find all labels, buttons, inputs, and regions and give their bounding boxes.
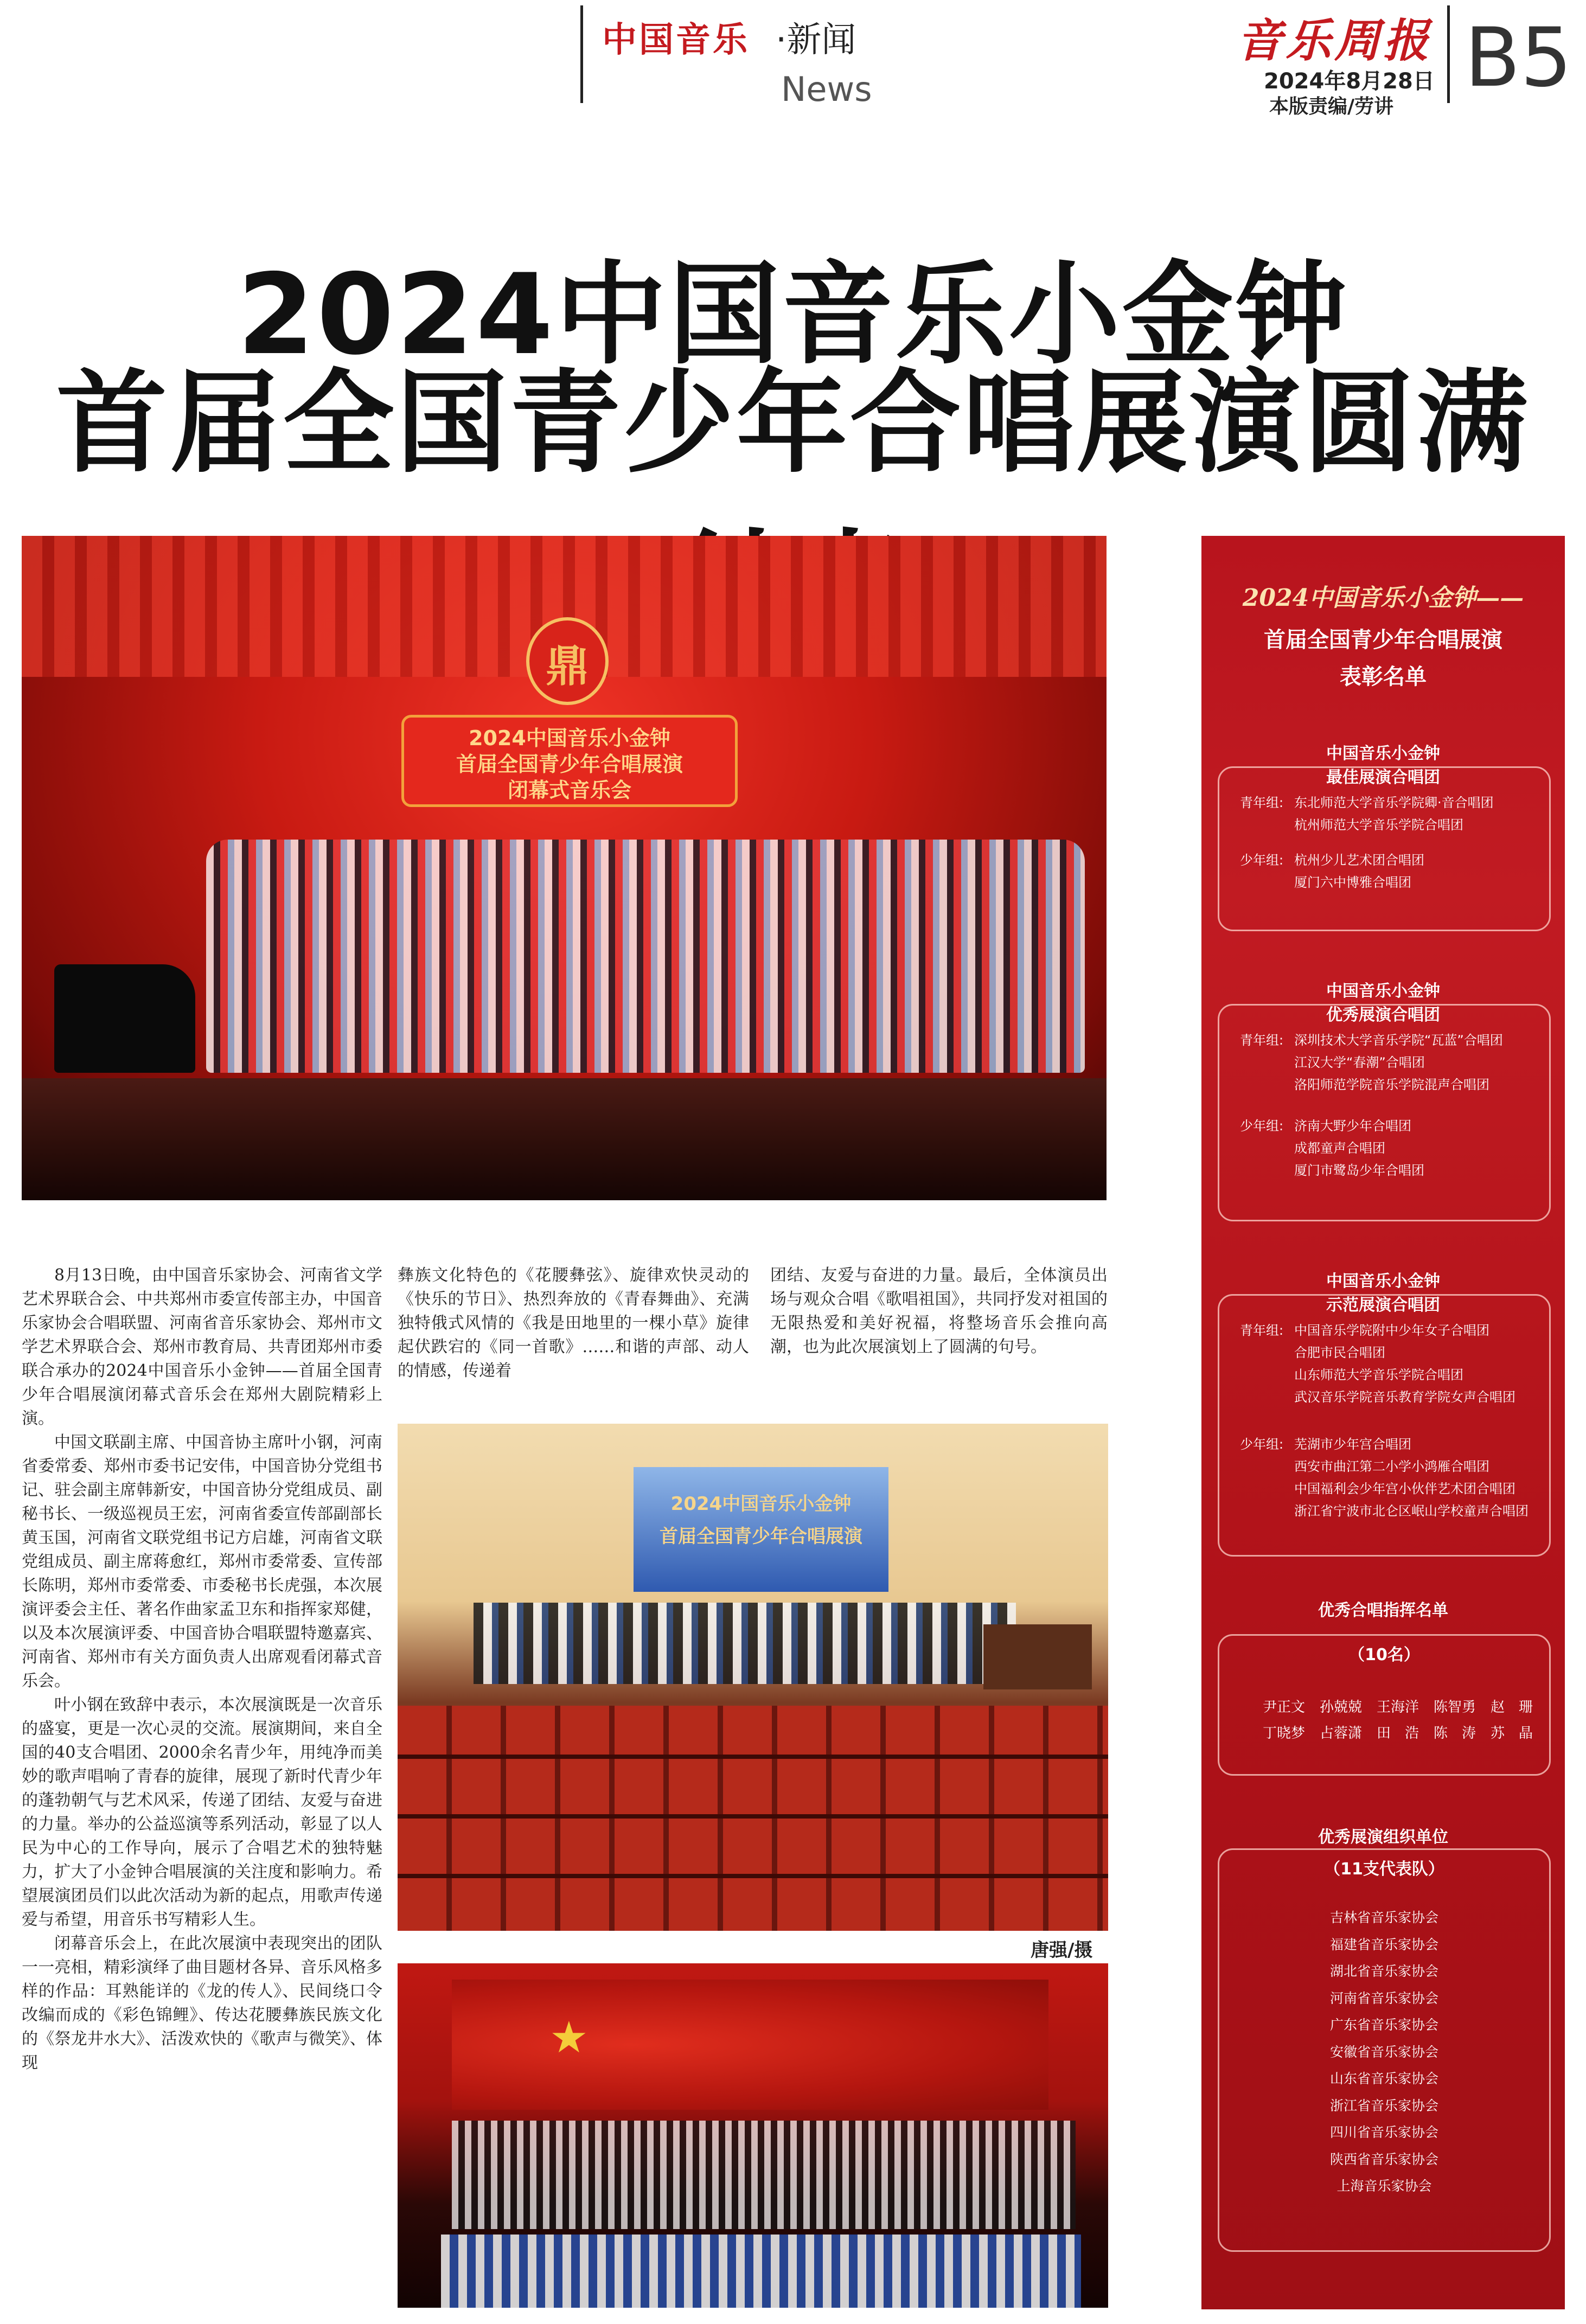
excellent-choirs-box <box>1218 1004 1551 1221</box>
masthead-divider <box>580 5 583 103</box>
article-column-3 <box>770 1264 1108 1359</box>
organizer-item: 福建省音乐家协会 <box>1329 1936 1438 1952</box>
model-choirs-box <box>1218 1294 1551 1557</box>
grand-piano <box>54 964 195 1073</box>
conductors-count: （10名） <box>1348 1646 1420 1664</box>
organizer-item: 上海音乐家协会 <box>1336 2178 1432 2194</box>
organizer-item: 吉林省音乐家协会 <box>1329 1910 1438 1925</box>
stage-banner <box>401 715 738 807</box>
stage-floor <box>22 1078 1107 1200</box>
honor-list-panel <box>1201 536 1565 2309</box>
best-section-title: 中国音乐小金钟 最佳展演合唱团 <box>1326 744 1440 787</box>
best-choirs-box <box>1218 766 1551 931</box>
article-column-1 <box>22 1264 382 2310</box>
best-youth-group: 青年组: 东北师范大学音乐学院卿·音合唱团 杭州师范大学音乐学院合唱团 <box>1240 795 1494 833</box>
projection-screen <box>634 1467 888 1592</box>
headline-line-2: 首届全国青少年合唱展演圆满 <box>56 359 1530 488</box>
organizers-count: （11支代表队） <box>1324 1860 1444 1879</box>
conductors-box <box>1218 1634 1551 1776</box>
article-paragraph: 中国文联副主席、中国音协主席叶小钢，河南省委常委、郑州市委书记安伟，中国音协分党组书记、驻会副主席韩新安，中国音协分党组成员、副秘书长、一级巡视员王宏，河南省委宣传部副部长黄玉国，河南省文联党组书记方启雄，河南省文联党组成员、副主席蒋愈红，郑州市委常委、宣传部长陈明，郑州市委常委、市委秘书长虎强，本次展演评委会主任、著名作曲家孟卫东和指挥家郑健，以及本次展演评委、中国音协合唱联盟特邀嘉宾、河南省、郑州市有关方面负责人出席观看闭幕式音乐会。 <box>22 1433 382 1691</box>
choir-group <box>206 840 1085 1073</box>
organizers-list <box>1219 1904 1549 2200</box>
audience-seats <box>398 1706 1108 1931</box>
article-paragraph: 闭幕音乐会上，在此次展演中表现突出的团队一一亮相，精彩演绎了曲目题材各异、音乐风格多样的作品：耳熟能详的《龙的传人》、民间绕口令改编而成的《彩色锦鲤》、传达花腰彝族民族文化的《祭龙井水大》、活泼欢快的《歌声与微笑》、体现 <box>22 1934 382 2072</box>
orchestra-and-choir <box>452 2121 1076 2229</box>
banner-line-2: 首届全国青少年合唱展演 <box>456 752 683 776</box>
organizer-item: 安徽省音乐家协会 <box>1329 2044 1438 2060</box>
masthead-paper-logo: 音乐周报 <box>1237 14 1432 67</box>
organizer-item: 山东省音乐家协会 <box>1329 2071 1438 2086</box>
star-icon: ★ <box>549 2012 589 2063</box>
conductors-section-title: 优秀合唱指挥名单 <box>1318 1601 1448 1620</box>
masthead-section: ·新闻 <box>776 20 856 60</box>
conductor-names-row-1: 尹正文 孙兢兢 王海洋 陈智勇 赵 珊 <box>1263 1699 1533 1715</box>
page-number: B5 <box>1465 11 1572 105</box>
page-number-divider <box>1447 5 1450 103</box>
organizer-item: 四川省音乐家协会 <box>1329 2124 1438 2140</box>
article-paragraph: 8月13日晚，由中国音乐家协会、河南省文学艺术界联合会、中共郑州市委宣传部主办，中国音乐家协会合唱联盟、河南省音乐家协会、郑州市文学艺术界联合会、郑州市教育局、共青团郑州市委联合承办的2024中国音乐小金钟——首届全国青少年合唱展演闭幕式音乐会在郑州大剧院精彩上演。 <box>22 1266 382 1428</box>
organizer-item: 河南省音乐家协会 <box>1329 1990 1438 2006</box>
masthead-brand-logo: 中国音乐 <box>602 20 750 60</box>
emblem-glyph: 鼎 <box>546 641 589 692</box>
screen-line-2: 首届全国青少年合唱展演 <box>660 1526 862 1547</box>
honor-title-3: 表彰名单 <box>1340 664 1427 689</box>
excellent-junior-group: 少年组: 济南大野少年合唱团 成都童声合唱团 厦门市鹭岛少年合唱团 <box>1240 1118 1424 1178</box>
article-paragraph: 团结、友爱与奋进的力量。最后，全体演员出场与观众合唱《歌唱祖国》，共同抒发对祖国的无限热爱和美好祝福，将整场音乐会推向高潮，也为此次展演划上了圆满的句号。 <box>770 1266 1108 1356</box>
rehearsal-hall-photo <box>398 1424 1108 1931</box>
article-column-2 <box>398 1264 749 1383</box>
masthead-date: 2024年8月28日 <box>1264 69 1435 94</box>
masthead-editor: 本版责编/劳讲 <box>1269 95 1394 118</box>
model-junior-group: 少年组: 芜湖市少年宫合唱团 西安市曲江第二小学小鸿雁合唱团 中国福利会少年宫小伙伴艺术团合唱团 浙江省宁波市北仑区岷山学校童声合唱团 <box>1240 1437 1529 1519</box>
best-junior-group: 少年组: 杭州少儿艺术团合唱团 厦门六中博雅合唱团 <box>1240 853 1424 890</box>
banner-line-1: 2024中国音乐小金钟 <box>469 726 670 750</box>
choir-singers <box>474 1603 1016 1684</box>
honor-title-2: 首届全国青少年合唱展演 <box>1264 627 1502 652</box>
banner-line-3: 闭幕式音乐会 <box>507 778 631 802</box>
model-section-title: 中国音乐小金钟 示范展演合唱团 <box>1326 1272 1440 1315</box>
headline-line-1: 2024中国音乐小金钟 <box>237 251 1349 380</box>
excellent-section-title: 中国音乐小金钟 优秀展演合唱团 <box>1326 982 1440 1025</box>
finale-concert-photo <box>398 1963 1108 2308</box>
organizer-item: 广东省音乐家协会 <box>1329 2017 1438 2033</box>
main-stage-photo <box>22 536 1107 1200</box>
organizer-item: 浙江省音乐家协会 <box>1329 2097 1438 2114</box>
upright-piano <box>983 1624 1092 1689</box>
article-paragraph: 彝族文化特色的《花腰彝弦》、旋律欢快灵动的《快乐的节日》、热烈奔放的《青春舞曲》、充满独特俄式风情的《我是田地里的一棵小草》旋律起伏跌宕的《同一首歌》……和谐的声部、动人的情感，传递着 <box>398 1266 749 1380</box>
honor-title-1: 2024中国音乐小金钟—— <box>1242 584 1524 612</box>
event-emblem-icon <box>526 617 609 705</box>
excellent-youth-group: 青年组: 深圳技术大学音乐学院“瓦蓝”合唱团 江汉大学“春潮”合唱团 洛阳师范学院音乐学院混声合唱团 <box>1240 1033 1503 1092</box>
masthead-section-en: News <box>781 69 872 109</box>
organizers-box <box>1218 1848 1551 2252</box>
conductor-names-row-2: 丁晓梦 占蓉潇 田 浩 陈 涛 苏 晶 <box>1263 1725 1533 1742</box>
organizer-item: 陕西省音乐家协会 <box>1329 2151 1438 2167</box>
model-youth-group: 青年组: 中国音乐学院附中少年女子合唱团 合肥市民合唱团 山东师范大学音乐学院合唱团 武汉音乐学院音乐教育学院女声合唱团 <box>1240 1323 1515 1405</box>
article-paragraph: 叶小钢在致辞中表示，本次展演既是一次音乐的盛宴，更是一次心灵的交流。展演期间，来自全国的40支合唱团、2000余名青少年，用纯净而美妙的歌声唱响了青春的旋律，展现了新时代青少年的蓬勃朝气与艺术风采，传递了团结、友爱与奋进的力量。举办的公益巡演等系列活动，彰显了以人民为中心的工作导向，展示了合唱艺术的独特魅力，扩大了小金钟合唱展演的关注度和影响力。希望展演团员们以此次活动为新的起点，用歌声传递爱与希望，用音乐书写精彩人生。 <box>22 1695 382 1929</box>
organizer-item: 湖北省音乐家协会 <box>1329 1963 1438 1979</box>
children-choir <box>441 2235 1081 2308</box>
photo-credit: 唐强/摄 <box>1031 1939 1093 1961</box>
organizers-section-title: 优秀展演组织单位 <box>1318 1828 1448 1847</box>
screen-line-1: 2024中国音乐小金钟 <box>670 1493 852 1515</box>
flag-backdrop <box>452 1980 1048 2110</box>
